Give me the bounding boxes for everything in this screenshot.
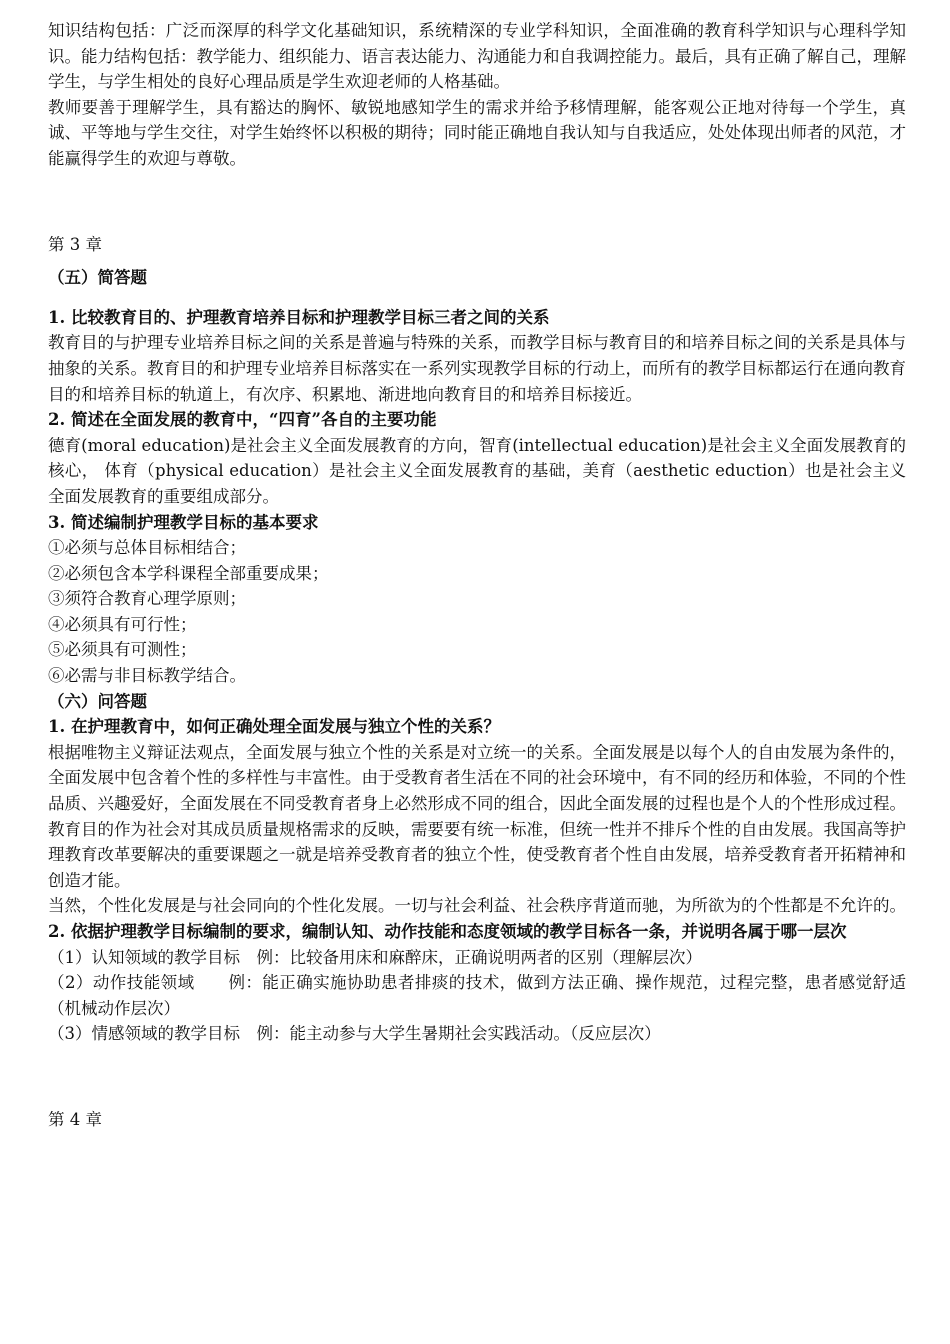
section-6-heading: （六）问答题 [48, 691, 147, 711]
question-4-answer: 根据唯物主义辩证法观点，全面发展与独立个性的关系是对立统一的关系。全面发展是以每个人的自由发展为条件的，全面发展中包含着个性的多样性与丰富性。由于受教育者生活在不同的社会环境中，有不同的经历和体验，不同的个性品质、兴趣爱好，全面发展在不同受教育者身上必然形成不同的组合，因此全面发展的过程也是个人的个性形成过程。教育目的作为社会对其成员质量规格需求的反映，需要要有统一标准，但统一性并不排斥个性的自由发展。我国高等护理教育改革要解决的重要课题之一就是培养受教育者的独立个性，使受教育者个性自由发展，培养受教育者开拓精神和创造才能。 [48, 742, 906, 890]
question-2-title: 2. 简述在全面发展的教育中，“四育”各自的主要功能 [48, 410, 437, 430]
list-item: ④必须具有可行性； [48, 614, 197, 634]
chapter-3-heading: 第 3 章 [48, 234, 102, 254]
question-4-answer-continued: 当然，个性化发展是与社会同向的个性化发展。一切与社会利益、社会秩序背道而驰，为所欲为的个性都是不允许的。 [48, 896, 906, 916]
list-item: ③须符合教育心理学原则； [48, 589, 246, 609]
list-item: （2）动作技能领域 例：能正确实施协助患者排痰的技术，做到方法正确、操作规范，过程完整，患者感觉舒适（机械动作层次） [48, 973, 906, 1018]
question-3-title: 3. 简述编制护理教学目标的基本要求 [48, 512, 319, 532]
question-1-answer: 教育目的与护理专业培养目标之间的关系是普遍与特殊的关系，而教学目标与教育目的和培养目标之间的关系是具体与抽象的关系。教育目的和护理专业培养目标落实在一系列实现教学目标的行动上，而所有的教学目标都运行在通向教育目的和培养目标的轨道上，有次序、积累地、渐进地向教育目的和培养目标接近。 [48, 333, 906, 404]
chapter-4-heading: 第 4 章 [48, 1109, 102, 1129]
question-4-title: 1. 在护理教育中，如何正确处理全面发展与独立个性的关系？ [48, 717, 500, 737]
list-item: ②必须包含本学科课程全部重要成果； [48, 563, 329, 583]
intro-paragraph-2: 教师要善于理解学生，具有豁达的胸怀、敏锐地感知学生的需求并给予移情理解，能客观公正地对待每一个学生，真诚、平等地与学生交往，对学生始终怀以积极的期待；同时能正确地自我认知与自我适应，处处体现出师者的风范，才能赢得学生的欢迎与尊敬。 [48, 97, 906, 168]
list-item: ⑥必需与非目标教学结合。 [48, 666, 246, 686]
section-5-heading: （五）简答题 [48, 268, 147, 288]
list-item: ①必须与总体目标相结合； [48, 538, 246, 558]
question-1-title: 1. 比较教育目的、护理教育培养目标和护理教学目标三者之间的关系 [48, 307, 550, 327]
document-page [48, 18, 906, 1133]
list-item: ⑤必须具有可测性； [48, 640, 197, 660]
question-5-title: 2. 依据护理教学目标编制的要求，编制认知、动作技能和态度领域的教学目标各一条，并说明各属于哪一层次 [48, 922, 847, 941]
list-item: （1）认知领域的教学目标 例：比较备用床和麻醉床，正确说明两者的区别（理解层次） [48, 947, 702, 967]
list-item: （3）情感领域的教学目标 例：能主动参与大学生暑期社会实践活动。（反应层次） [48, 1024, 661, 1044]
question-2-answer: 德育(moral education)是社会主义全面发展教育的方向，智育(intellectual education)是社会主义全面发展教育的核心， 体育（physical education）是社会主义全面发展教育的基础，美育（aesthetic eduction）也是社会主义全面发展教育的重要组成部分。 [48, 435, 906, 506]
intro-paragraph-1: 知识结构包括：广泛而深厚的科学文化基础知识，系统精深的专业学科知识，全面准确的教育科学知识与心理科学知识。能力结构包括：教学能力、组织能力、语言表达能力、沟通能力和自我调控能力。最后，具有正确了解自己，理解学生，与学生相处的良好心理品质是学生欢迎老师的人格基础。 [48, 21, 906, 92]
